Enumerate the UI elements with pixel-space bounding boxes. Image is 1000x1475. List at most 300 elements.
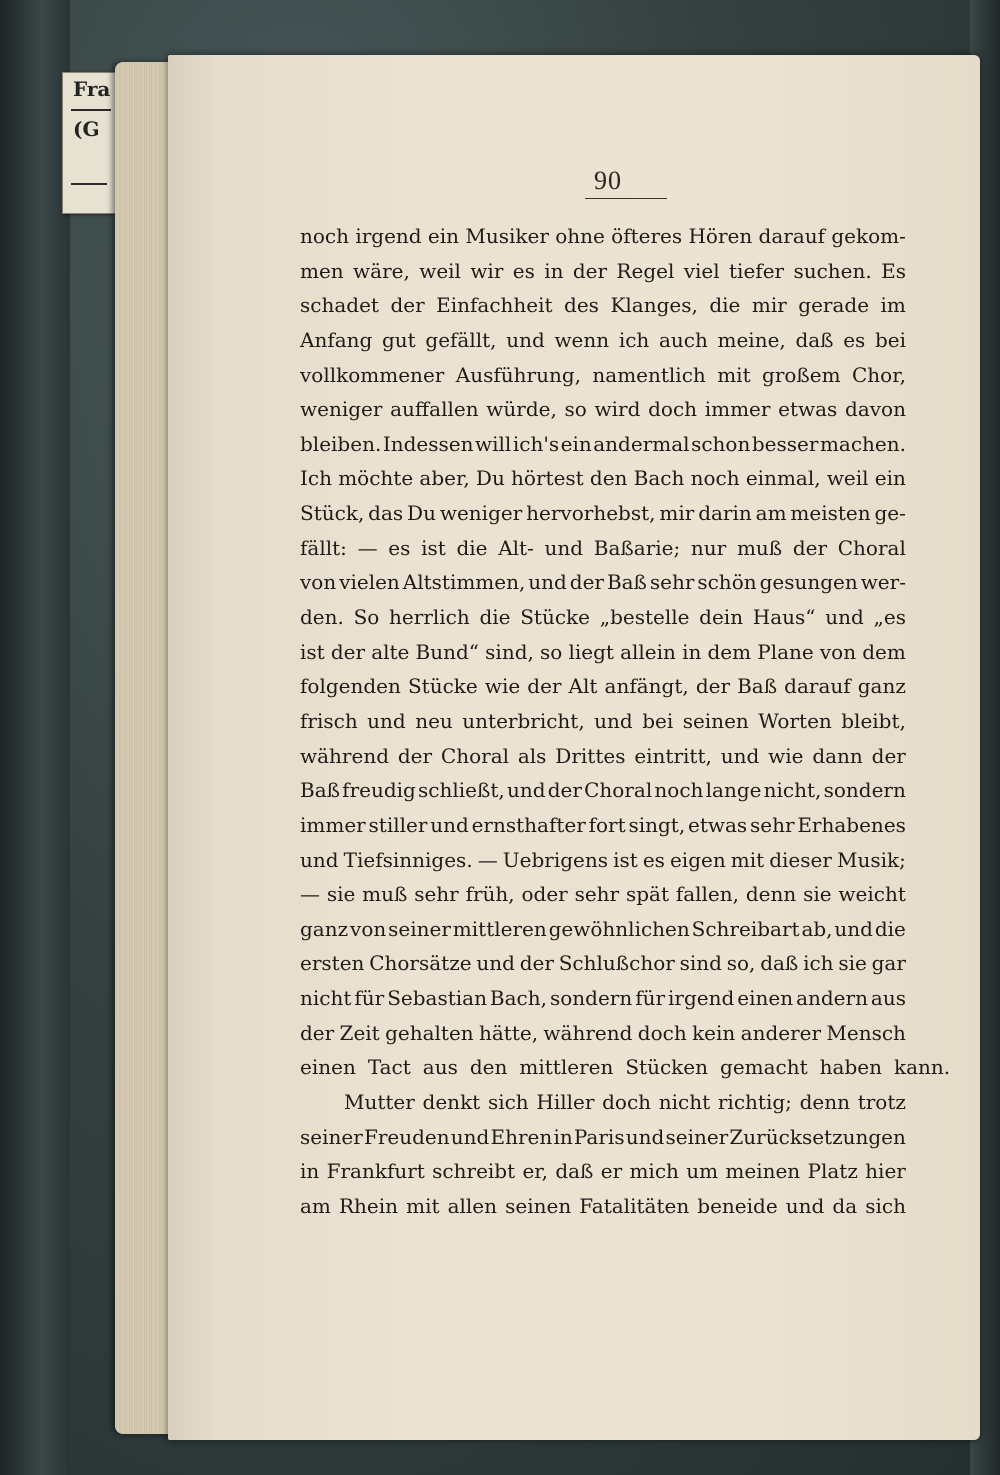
word: er xyxy=(600,1159,623,1184)
word: der xyxy=(300,1020,335,1045)
word: suchen. xyxy=(793,258,872,283)
word: da xyxy=(832,1193,858,1218)
word: Hören xyxy=(688,224,753,248)
word: noch xyxy=(654,778,704,803)
text-line xyxy=(300,877,906,912)
word: richtig; xyxy=(717,1090,792,1115)
word: eintritt, xyxy=(634,743,712,768)
word: bei xyxy=(642,708,674,733)
word: ist xyxy=(421,535,446,560)
word: öfteres xyxy=(611,224,683,248)
word: etwas xyxy=(688,812,748,837)
text-line xyxy=(300,704,906,739)
word: Schreibart xyxy=(691,916,800,941)
word: stiller xyxy=(368,812,428,837)
word: Freuden xyxy=(363,1124,450,1149)
word: gerade xyxy=(798,293,870,318)
word: Bach, xyxy=(489,986,547,1011)
word: würde, xyxy=(486,397,557,422)
word: das xyxy=(368,501,404,526)
word: will xyxy=(475,431,512,456)
word: hervorhebst, xyxy=(526,501,656,526)
text-line xyxy=(300,358,906,393)
word: wenn xyxy=(554,327,610,352)
text-line xyxy=(300,739,906,774)
word: und xyxy=(367,708,406,733)
word: den xyxy=(589,466,628,491)
word: kein xyxy=(692,1020,736,1045)
word: davon xyxy=(845,397,906,422)
text-line xyxy=(300,1189,906,1224)
text-line xyxy=(300,808,906,843)
word: hätte, xyxy=(479,1020,539,1045)
word: Hiller xyxy=(536,1090,595,1115)
word: daß xyxy=(760,951,799,976)
text-line xyxy=(300,600,906,635)
word: oder xyxy=(521,882,568,907)
word: Mutter xyxy=(344,1090,415,1115)
word: irgend xyxy=(355,224,422,248)
word: wie xyxy=(768,743,804,768)
text-line xyxy=(300,669,906,704)
page-number: 90 xyxy=(594,166,622,195)
word: „es xyxy=(873,605,906,630)
word: ernsthafter xyxy=(471,812,586,837)
word: und xyxy=(528,570,567,595)
word: ohne xyxy=(555,224,605,248)
word: Musik; xyxy=(836,847,906,872)
word: so xyxy=(540,639,563,664)
word: etwas xyxy=(778,397,838,422)
word: ge- xyxy=(874,501,906,526)
text-line xyxy=(300,565,906,600)
word: Indessen xyxy=(382,431,474,456)
word: und xyxy=(720,743,760,768)
text-line xyxy=(300,288,906,323)
word: nicht, xyxy=(763,778,822,803)
word: gemacht xyxy=(720,1055,808,1080)
text-line xyxy=(300,1050,951,1085)
word: großem xyxy=(762,362,841,387)
word: der xyxy=(572,258,608,283)
word: darauf xyxy=(758,224,826,248)
word: Einfachheit xyxy=(436,293,553,318)
word: und xyxy=(625,1124,665,1149)
word: der xyxy=(547,778,582,803)
word: einen xyxy=(737,986,794,1011)
word: er, xyxy=(522,1159,549,1184)
word: der xyxy=(871,743,906,768)
word: gekom- xyxy=(831,224,906,248)
word: sehr xyxy=(414,882,459,907)
word: ich xyxy=(618,327,650,352)
word: auch xyxy=(658,327,708,352)
word: hörtest xyxy=(511,466,584,491)
word: — xyxy=(357,535,378,560)
word: meisten xyxy=(790,501,871,526)
word: alte xyxy=(371,639,410,664)
word: Baß xyxy=(737,674,778,699)
word: Regel xyxy=(616,258,675,283)
word: denn xyxy=(745,882,797,907)
word: einen xyxy=(300,1055,356,1080)
word: schreibt xyxy=(432,1159,516,1184)
word: und xyxy=(785,1193,825,1218)
word: ersten xyxy=(300,951,365,976)
word: meine, xyxy=(717,327,786,352)
word: mit xyxy=(730,847,765,872)
word: ein xyxy=(874,466,906,491)
word: noch xyxy=(300,224,350,248)
word: Fatalitäten xyxy=(579,1193,690,1218)
word: gefällt, xyxy=(425,327,497,352)
word: immer xyxy=(300,812,366,837)
word: sich xyxy=(865,1193,906,1218)
word: muß xyxy=(736,535,783,560)
word: — xyxy=(477,847,498,872)
word: eigen xyxy=(669,847,726,872)
word: doch xyxy=(648,397,698,422)
word: Ausführung, xyxy=(455,362,581,387)
word: mit xyxy=(406,1193,440,1218)
word: Frankfurt xyxy=(326,1159,425,1184)
word: Rhein xyxy=(338,1193,399,1218)
word: Mensch xyxy=(826,1020,906,1045)
word: die xyxy=(709,293,741,318)
word: Musiker xyxy=(465,224,549,248)
word: Du xyxy=(407,501,436,526)
word: gewöhnlichen xyxy=(548,916,690,941)
word: der xyxy=(792,535,828,560)
word: seiner xyxy=(300,1124,363,1149)
word: dem xyxy=(862,639,906,664)
word: herrlich xyxy=(389,605,470,630)
word: vollkommener xyxy=(300,362,445,387)
word: Ehren xyxy=(490,1124,553,1149)
word: ein xyxy=(560,431,592,456)
word: fällt: xyxy=(300,535,347,560)
word: um xyxy=(686,1159,719,1184)
word: Stücke xyxy=(407,674,478,699)
word: men xyxy=(300,258,344,283)
word: seinen xyxy=(682,708,749,733)
word: und xyxy=(506,778,546,803)
word: der xyxy=(390,293,425,318)
word: der xyxy=(519,951,554,976)
text-line xyxy=(300,981,906,1016)
word: schließt, xyxy=(418,778,505,803)
word: es xyxy=(642,847,665,872)
word: Bach xyxy=(633,466,685,491)
word: haben xyxy=(819,1055,882,1080)
text-line xyxy=(300,635,906,670)
word: daß xyxy=(795,327,834,352)
word: So xyxy=(353,605,380,630)
word: es xyxy=(512,258,535,283)
word: Alt- xyxy=(498,535,534,560)
word: in xyxy=(553,1124,573,1149)
word: noch xyxy=(690,466,740,491)
word: denn xyxy=(799,1090,850,1115)
word: für xyxy=(635,986,666,1011)
word: gut xyxy=(382,327,416,352)
word: mir xyxy=(659,501,695,526)
word: ganz xyxy=(857,674,906,699)
word: und xyxy=(834,916,873,941)
word: Es xyxy=(881,258,906,283)
word: und xyxy=(450,1124,490,1149)
label-text-1: Fra xyxy=(73,77,111,101)
word: den xyxy=(469,1055,508,1080)
word: wäre, xyxy=(353,258,410,283)
page-stack-edges xyxy=(115,62,175,1434)
word: in xyxy=(682,639,702,664)
word: bleibt, xyxy=(841,708,906,733)
word: mich xyxy=(629,1159,679,1184)
word: sie xyxy=(326,882,356,907)
word: frisch xyxy=(300,708,358,733)
word: Uebrigens xyxy=(502,847,609,872)
word: und xyxy=(825,605,864,630)
word: dann xyxy=(812,743,863,768)
word: weniger xyxy=(439,501,523,526)
word: sind xyxy=(679,951,722,976)
word: ab, xyxy=(801,916,833,941)
word: andern xyxy=(796,986,868,1011)
text-line xyxy=(300,496,906,531)
word: und xyxy=(430,812,469,837)
word: viel xyxy=(683,258,720,283)
word: wird xyxy=(594,397,641,422)
word: mittleren xyxy=(519,1055,614,1080)
word: sondern xyxy=(823,778,906,803)
word: mir xyxy=(751,293,787,318)
book-spine xyxy=(0,0,70,1475)
word: der xyxy=(397,743,433,768)
word: sie xyxy=(838,951,867,976)
word: für xyxy=(354,986,385,1011)
word: am xyxy=(300,1193,331,1218)
word: und xyxy=(594,708,633,733)
word: schön xyxy=(697,570,757,595)
library-label xyxy=(62,72,122,214)
label-rule xyxy=(71,109,111,111)
word: von xyxy=(819,639,857,664)
word: der xyxy=(695,674,731,699)
word: während xyxy=(300,743,390,768)
word: und xyxy=(506,327,545,352)
word: von xyxy=(300,570,337,595)
word: Alt xyxy=(568,674,598,699)
word: darauf xyxy=(784,674,851,699)
word: Erhabenes xyxy=(797,812,906,837)
word: mittleren xyxy=(452,916,547,941)
word: früh, xyxy=(465,882,515,907)
word: sehr xyxy=(749,812,795,837)
word: weicht xyxy=(838,882,906,907)
word: Zeit xyxy=(339,1020,380,1045)
word: bei xyxy=(874,327,906,352)
body-text xyxy=(300,219,951,1224)
word: weil xyxy=(419,258,461,283)
word: neu xyxy=(415,708,453,733)
word: Tact xyxy=(367,1055,411,1080)
text-line xyxy=(300,912,906,947)
word: Worten xyxy=(758,708,832,733)
word: allein xyxy=(620,639,676,664)
word: fallen, xyxy=(675,882,740,907)
word: Haus“ xyxy=(752,605,816,630)
word: spät xyxy=(625,882,669,907)
word: als xyxy=(517,743,547,768)
word: Stücken xyxy=(625,1055,709,1080)
word: hier xyxy=(865,1159,906,1184)
text-line xyxy=(300,461,906,496)
page-number-rule xyxy=(585,198,667,199)
text-line xyxy=(300,1154,906,1189)
word: dein xyxy=(699,605,744,630)
word: sehr xyxy=(574,882,620,907)
word: wie xyxy=(484,674,521,699)
word: immer xyxy=(704,397,771,422)
label-rule xyxy=(71,183,107,185)
word: unterbricht, xyxy=(462,708,585,733)
word: seiner xyxy=(665,1124,729,1149)
word: ist xyxy=(613,847,638,872)
word: vielen xyxy=(339,570,400,595)
word: freudig xyxy=(342,778,416,803)
word: sind, xyxy=(485,639,534,664)
word: irgend xyxy=(668,986,735,1011)
word: „bestelle xyxy=(599,605,690,630)
word: Tiefsinniges. xyxy=(343,847,473,872)
word: Baß xyxy=(606,570,647,595)
word: es xyxy=(843,327,866,352)
text-line xyxy=(300,427,906,462)
word: Choral xyxy=(837,535,906,560)
text-line xyxy=(300,1120,906,1155)
text-line xyxy=(300,946,906,981)
word: weil xyxy=(826,466,869,491)
word: der xyxy=(330,639,366,664)
word: Bund“ xyxy=(415,639,480,664)
word: aber, xyxy=(419,466,470,491)
word: nicht xyxy=(658,1090,711,1115)
word: den. xyxy=(300,605,344,630)
word: der xyxy=(527,674,562,699)
word: nicht xyxy=(300,986,352,1011)
text-line xyxy=(300,773,906,808)
text-line xyxy=(300,323,906,358)
word: folgenden xyxy=(300,674,401,699)
word: doch xyxy=(602,1090,652,1115)
text-line xyxy=(300,254,906,289)
text-line xyxy=(300,1085,906,1120)
word: denkt xyxy=(422,1090,481,1115)
word: meinen xyxy=(725,1159,801,1184)
word: wer- xyxy=(860,570,906,595)
text-line xyxy=(300,531,906,566)
word: Platz xyxy=(807,1159,858,1184)
word: gehalten xyxy=(385,1020,474,1045)
word: Baß xyxy=(300,778,340,803)
word: Du xyxy=(475,466,505,491)
text-line xyxy=(300,392,906,427)
word: besser xyxy=(751,431,819,456)
text-line xyxy=(300,843,906,878)
word: ich xyxy=(803,951,834,976)
word: auffallen xyxy=(390,397,479,422)
word: sondern xyxy=(549,986,633,1011)
text-line xyxy=(300,219,906,254)
word: kann. xyxy=(894,1055,951,1080)
word: aus xyxy=(422,1055,458,1080)
word: trotz xyxy=(857,1090,906,1115)
word: schadet xyxy=(300,293,379,318)
word: Drittes xyxy=(555,743,626,768)
word: einmal, xyxy=(745,466,821,491)
word: sie xyxy=(803,882,832,907)
word: von xyxy=(350,916,387,941)
word: in xyxy=(544,258,564,283)
word: Choral xyxy=(440,743,510,768)
word: doch xyxy=(637,1020,687,1045)
word: Schlußchor xyxy=(558,951,675,976)
word: dieser xyxy=(769,847,832,872)
word: mit xyxy=(717,362,751,387)
word: Sebastian xyxy=(387,986,487,1011)
word: Choral xyxy=(584,778,653,803)
word: gar xyxy=(871,951,906,976)
word: dem xyxy=(707,639,752,664)
word: Plane xyxy=(757,639,814,664)
word: Chorsätze xyxy=(369,951,472,976)
word: seinen xyxy=(505,1193,572,1218)
word: so xyxy=(564,397,587,422)
word: Stücke xyxy=(520,605,590,630)
word: wir xyxy=(470,258,504,283)
word: gesungen xyxy=(759,570,858,595)
word: Altstimmen, xyxy=(402,570,526,595)
word: seiner xyxy=(388,916,451,941)
word: Anfang xyxy=(300,327,373,352)
word: die xyxy=(456,535,488,560)
word: und xyxy=(544,535,584,560)
word: aus xyxy=(870,986,906,1011)
word: fort xyxy=(588,812,626,837)
word: daß xyxy=(555,1159,594,1184)
word: Baßarie; xyxy=(593,535,681,560)
word: ein xyxy=(427,224,460,248)
word: möchte xyxy=(338,466,414,491)
word: Chor, xyxy=(852,362,906,387)
word: so, xyxy=(726,951,756,976)
word: Paris xyxy=(573,1124,625,1149)
word: darin xyxy=(698,501,752,526)
word: und xyxy=(476,951,515,976)
word: namentlich xyxy=(592,362,706,387)
word: lange xyxy=(705,778,762,803)
word: beneide xyxy=(697,1193,778,1218)
label-text-2: (G xyxy=(73,117,100,141)
word: Ich xyxy=(300,466,332,491)
word: des xyxy=(564,293,599,318)
word: weniger xyxy=(300,397,383,422)
word: Klanges, xyxy=(610,293,698,318)
word: es xyxy=(388,535,411,560)
word: anderer xyxy=(740,1020,822,1045)
word: machen. xyxy=(819,431,906,456)
